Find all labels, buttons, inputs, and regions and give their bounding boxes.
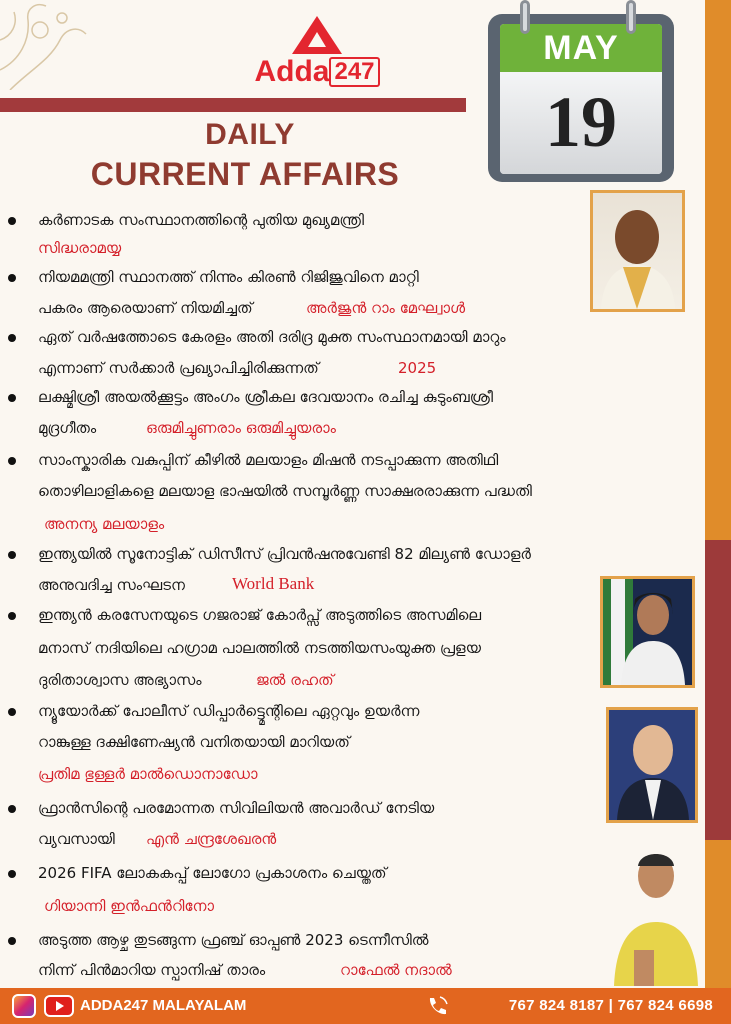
calendar-ring-left xyxy=(520,0,530,34)
question-line: മനാസ് നദിയിലെ ഹഗ്രാമ പാലത്തിൽ നടത്തിയസംയുക്ത പ്രളയ xyxy=(38,639,481,657)
right-maroon-stripe xyxy=(705,540,731,840)
question-line: അനുവദിച്ച സംഘടന xyxy=(38,576,185,594)
calendar-ring-right xyxy=(626,0,636,34)
logo-text: Adda 247 xyxy=(232,56,402,88)
answer: എൻ ചന്ദ്രശേഖരൻ xyxy=(146,830,277,848)
logo-triangle-icon xyxy=(290,14,344,56)
title-bar xyxy=(0,98,466,112)
bullet xyxy=(8,217,16,225)
bullet xyxy=(8,708,16,716)
calendar-month: MAY xyxy=(500,24,662,72)
question-line: ദുരിതാശ്വാസ അഭ്യാസം xyxy=(38,671,202,689)
answer: അർജുൻ റാം മേഘ്വാൾ xyxy=(306,299,466,317)
calendar-day: 19 xyxy=(500,72,662,174)
bullet xyxy=(8,805,16,813)
question-line: 2026 FIFA ലോകകപ്പ് ലോഗോ പ്രകാശനം ചെയ്തത് xyxy=(38,864,387,882)
answer: റാഫേൽ നദാൽ xyxy=(340,961,452,979)
question-line: കർണാടക സംസ്ഥാനത്തിന്റെ പുതിയ മുഖ്യമന്ത്രി xyxy=(38,211,365,229)
question-line: പകരം ആരെയാണ് നിയമിച്ചത് xyxy=(38,299,253,317)
question-line: സാംസ്കാരിക വകുപ്പിന് കീഴിൽ മലയാളം മിഷൻ നടപ്പാക്കുന്ന അതിഥി xyxy=(38,451,499,469)
page-title-line1: DAILY xyxy=(205,118,295,151)
bullet xyxy=(8,394,16,402)
contact-numbers[interactable]: 767 824 8187 | 767 824 6698 xyxy=(508,997,713,1014)
answer: പ്രതിമ ഭുള്ളർ മാൽഡൊനാഡോ xyxy=(38,765,258,783)
question-line: നിയമമന്ത്രി സ്ഥാനത്ത് നിന്നും കിരൺ റിജിജുവിനെ മാറ്റി xyxy=(38,268,419,286)
bullet xyxy=(8,612,16,620)
answer: ഗിയാന്നി ഇൻഫൻറിനോ xyxy=(44,897,214,915)
question-line: ന്യൂയോർക്ക് പോലീസ് ഡിപ്പാർട്ട്മെന്റിലെ ഏറ്റവും ഉയർന്ന xyxy=(38,702,420,720)
question-line: ഇന്ത്യൻ കരസേനയുടെ ഗജരാജ് കോർപ്സ് അടുത്തിടെ അസമിലെ xyxy=(38,606,482,624)
answer: ഒരുമിച്ചുണരാം ഒരുമിച്ചുയരാം xyxy=(146,419,336,437)
question-line: മുദ്രഗീതം xyxy=(38,419,97,437)
question-line: എന്നാണ് സർക്കാർ പ്രഖ്യാപിച്ചിരിക്കുന്നത് xyxy=(38,359,319,377)
question-line: ഇന്ത്യയിൽ സൂനോട്ടിക് ഡിസീസ് പ്രിവൻഷനുവേണ്ടി 82 മില്യൺ ഡോളർ xyxy=(38,545,531,563)
calendar-icon xyxy=(488,14,674,182)
question-line: ഫ്രാൻസിന്റെ പരമോന്നത സിവിലിയൻ അവാർഡ് നേടിയ xyxy=(38,799,435,817)
phone-icon xyxy=(424,994,450,1018)
channel-handle[interactable]: ADDA247 MALAYALAM xyxy=(80,997,247,1014)
portrait-photo-3 xyxy=(606,707,698,823)
answer: 2025 xyxy=(398,359,437,377)
page-title-line2: CURRENT AFFAIRS xyxy=(90,156,400,192)
question-line: അടുത്ത ആഴ്ച തുടങ്ങുന്ന ഫ്രഞ്ച് ഓപ്പൺ 2023 ടെന്നീസിൽ xyxy=(38,931,429,949)
question-line: തൊഴിലാളികളെ മലയാള ഭാഷയിൽ സമ്പൂർണ്ണ സാക്ഷരരാക്കുന്ന പദ്ധതി xyxy=(38,482,532,500)
question-line: വ്യവസായി xyxy=(38,830,115,848)
portrait-photo-4 xyxy=(604,842,700,986)
question-line: നിന്ന് പിൻമാറിയ സ്പാനിഷ് താരം xyxy=(38,961,266,979)
answer: World Bank xyxy=(232,574,315,593)
answer: അനന്യ മലയാളം xyxy=(44,515,165,533)
portrait-photo-1 xyxy=(590,190,685,312)
bullet xyxy=(8,870,16,878)
question-line: റാങ്കുള്ള ദക്ഷിണേഷ്യൻ വനിതയായി മാറിയത് xyxy=(38,733,350,751)
answer: ജൽ രഹത് xyxy=(256,671,334,689)
brand-logo xyxy=(232,14,402,88)
youtube-icon[interactable] xyxy=(44,995,74,1017)
footer-bar xyxy=(0,988,731,1024)
corner-ornament-icon xyxy=(0,0,90,90)
portrait-photo-2 xyxy=(600,576,695,688)
answer: സിദ്ധരാമയ്യ xyxy=(38,239,122,257)
bullet xyxy=(8,551,16,559)
bullet xyxy=(8,334,16,342)
instagram-icon[interactable] xyxy=(12,994,36,1018)
bullet xyxy=(8,457,16,465)
question-line: ഏത് വർഷത്തോടെ കേരളം അതി ദരിദ്ര മുക്ത സംസ്ഥാനമായി മാറും xyxy=(38,328,506,346)
bullet xyxy=(8,937,16,945)
bullet xyxy=(8,274,16,282)
question-line: ലക്ഷ്മിശ്രീ അയൽക്കൂട്ടം അംഗം ശ്രീകല ദേവയാനം രചിച്ച കുടുംബശ്രീ xyxy=(38,388,494,406)
